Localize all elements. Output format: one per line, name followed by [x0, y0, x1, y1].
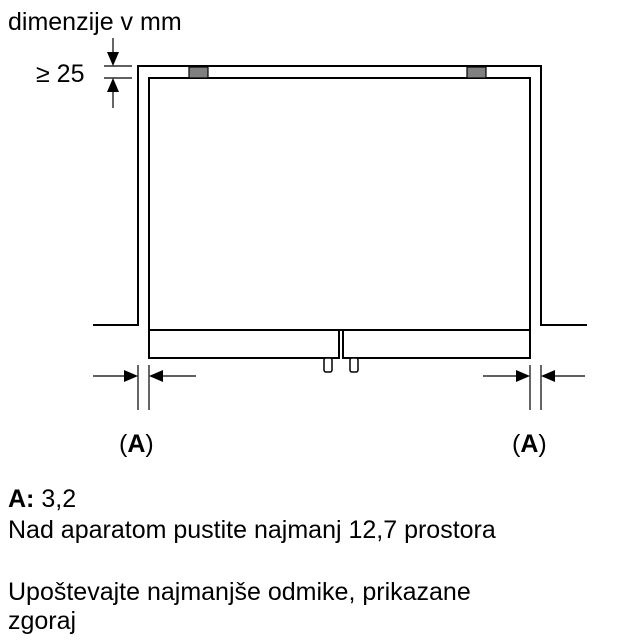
marker-letter: A	[127, 430, 146, 458]
note-top-space: Nad aparatom pustite najmanj 12,7 prostora	[8, 516, 496, 544]
marker-open-paren: (	[512, 430, 521, 458]
note-spacing-line-2: zgoraj	[8, 607, 77, 635]
left-gap-dimension	[93, 365, 196, 410]
door-handle-right	[350, 358, 358, 372]
left-gap-marker	[119, 432, 154, 457]
top-spacer-right	[467, 67, 486, 78]
appliance-door-right	[343, 330, 530, 358]
appliance-door-left	[149, 330, 339, 358]
legend-value: 3,2	[41, 485, 77, 513]
top-clearance-dimension	[104, 38, 132, 108]
appliance-body	[149, 78, 530, 330]
legend-line	[8, 487, 76, 512]
right-gap-dimension	[483, 365, 585, 410]
note-minimum-spacing	[8, 578, 471, 636]
marker-letter: A	[520, 430, 539, 458]
top-spacer-left	[189, 67, 208, 78]
marker-close-paren: )	[538, 430, 547, 458]
marker-open-paren: (	[119, 430, 128, 458]
marker-close-paren: )	[145, 430, 154, 458]
units-label: dimenzije v mm	[8, 8, 182, 36]
right-gap-marker	[512, 432, 547, 457]
legend-key: A:	[8, 485, 35, 513]
top-clearance-label: ≥ 25	[36, 60, 85, 88]
note-spacing-line-1: Upoštevajte najmanjše odmike, prikazane	[8, 578, 471, 606]
door-handle-left	[324, 358, 332, 372]
cabinet-niche-outline	[93, 66, 587, 325]
